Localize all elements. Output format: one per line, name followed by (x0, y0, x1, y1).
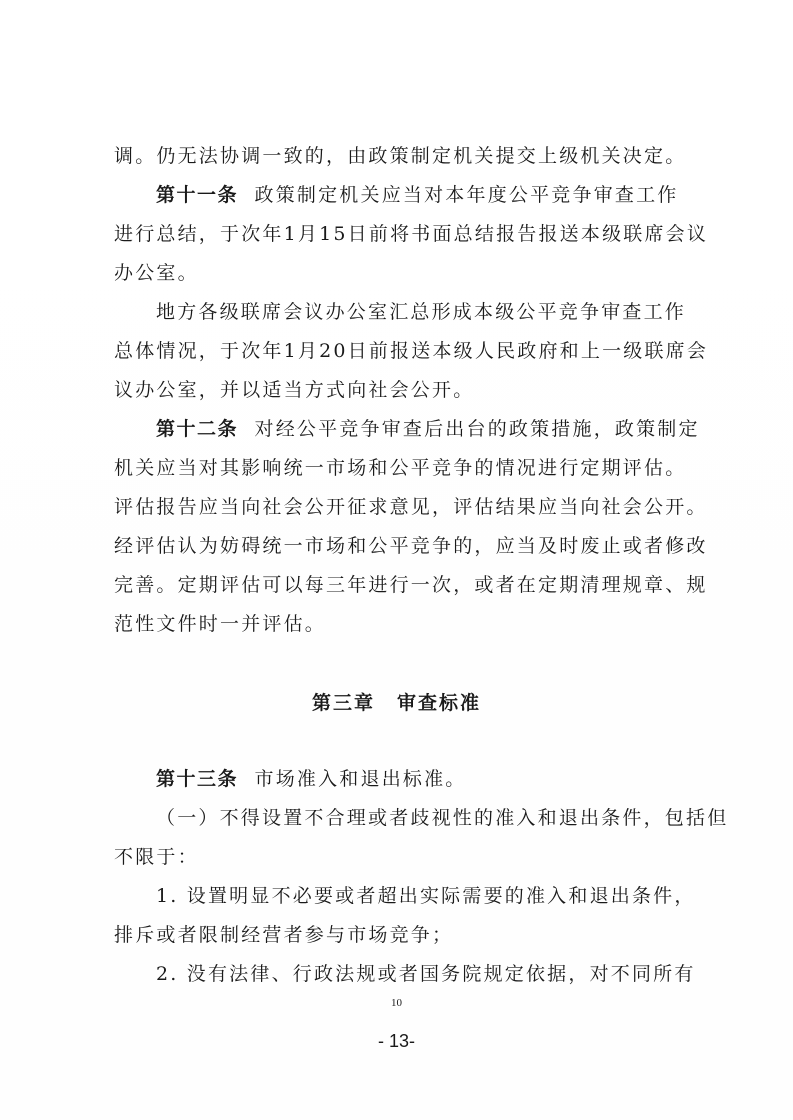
text-line: 2. 没有法律、行政法规或者国务院规定依据，对不同所有 (156, 963, 696, 985)
text-line: 经评估认为妨碍统一市场和公平竞争的，应当及时废止或者修改 (114, 535, 708, 557)
inner-page-number: 10 (391, 997, 402, 1009)
chapter-number: 第三章 (311, 692, 375, 714)
text-line: 1. 设置明显不必要或者超出实际需要的准入和退出条件， (156, 885, 696, 907)
article-13-line-1 (114, 765, 689, 804)
text-line: 完善。定期评估可以每三年进行一次，或者在定期清理规章、规 (114, 574, 708, 596)
chapter-heading (0, 688, 793, 715)
body-text-upper (114, 142, 709, 649)
article-11-line-1 (114, 181, 689, 220)
text-line: （一）不得设置不合理或者歧视性的准入和退出条件，包括但 (156, 807, 729, 829)
text-line: 进行总结，于次年1月15日前将书面总结报告报送本级联席会议 (114, 223, 709, 245)
text-line: 不限于： (114, 846, 199, 868)
article-12-heading: 第十二条 (156, 418, 239, 440)
text-line: 排斥或者限制经营者参与市场竞争； (114, 924, 454, 946)
page-number: - 13- (377, 1031, 415, 1051)
text-line: 总体情况，于次年1月20日前报送本级人民政府和上一级联席会 (114, 340, 709, 362)
article-12-text: 对经公平竞争审查后出台的政策措施，政策制定 (254, 418, 700, 440)
text-line: 办公室。 (114, 262, 199, 284)
text-line: 评估报告应当向社会公开征求意见，评估结果应当向社会公开。 (114, 496, 708, 518)
text-line: 地方各级联席会议办公室汇总形成本级公平竞争审查工作 (156, 301, 687, 323)
chapter-title: 审查标准 (397, 692, 482, 714)
article-11-text: 政策制定机关应当对本年度公平竞争审查工作 (254, 184, 679, 206)
article-13-text: 市场准入和退出标准。 (254, 768, 467, 790)
text-line: 范性文件时一并评估。 (114, 613, 327, 635)
article-12-line-1 (114, 415, 700, 454)
article-11-heading: 第十一条 (156, 184, 239, 206)
text-line: 调。仍无法协调一致的，由政策制定机关提交上级机关决定。 (114, 145, 687, 167)
text-line: 议办公室，并以适当方式向社会公开。 (114, 379, 475, 401)
text-line: 机关应当对其影响统一市场和公平竞争的情况进行定期评估。 (114, 457, 687, 479)
body-text-lower (114, 765, 729, 999)
article-13-heading: 第十三条 (156, 768, 239, 790)
